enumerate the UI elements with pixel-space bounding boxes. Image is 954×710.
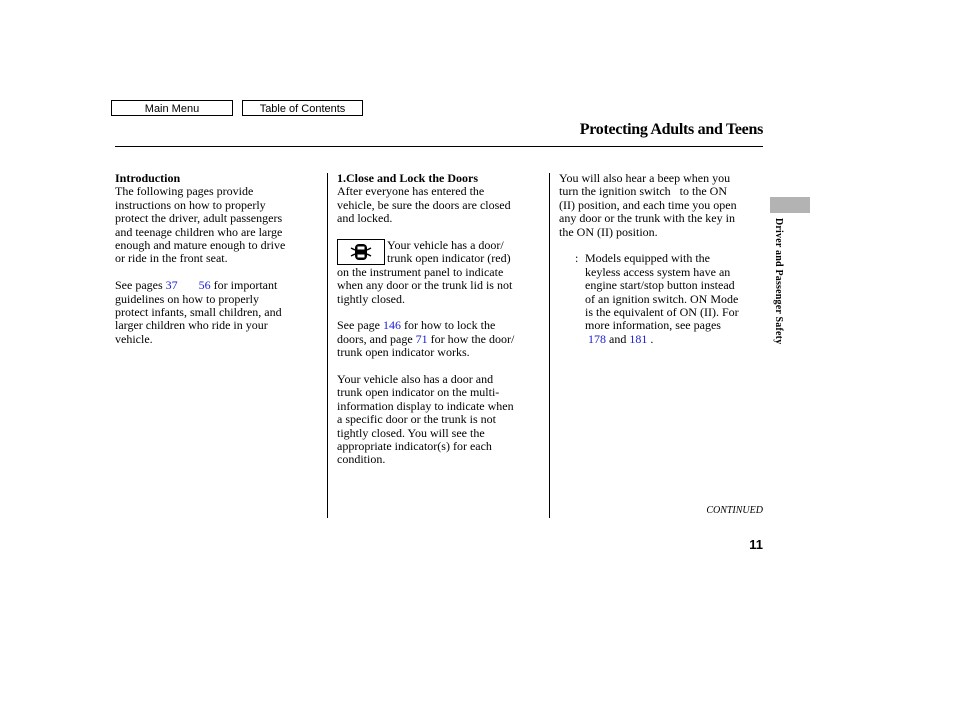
column-close-lock-doors: [337, 172, 544, 467]
text-line: protect the driver, adult passengers: [115, 211, 283, 226]
text-line: on the instrument panel to indicate: [337, 264, 504, 279]
door-open-indicator-icon: [337, 239, 385, 265]
column-divider: [327, 173, 328, 518]
text-fragment: See pages: [115, 278, 163, 293]
page-link-146[interactable]: 146: [382, 318, 401, 333]
text-fragment: for important: [213, 278, 278, 293]
text-line: is the equivalent of ON (II). For: [585, 305, 739, 320]
column-introduction: [115, 172, 320, 346]
text-fragment: and: [609, 331, 627, 346]
text-line: information display to indicate when: [337, 398, 514, 413]
text-fragment: .: [650, 331, 654, 346]
text-fragment: doors, and page: [337, 331, 413, 346]
text-line: The following pages provide: [115, 184, 254, 199]
keyless-note: [559, 252, 765, 346]
page-link-56[interactable]: 56: [198, 278, 211, 293]
text-line: any door or the trunk with the key in: [559, 211, 735, 226]
text-line: Your vehicle also has a door and: [337, 372, 494, 387]
text-line: trunk open indicator on the multi-: [337, 385, 500, 400]
text-line: appropriate indicator(s) for each: [337, 439, 492, 454]
text-line: Your vehicle has a door/: [387, 238, 504, 253]
text-fragment: for how to lock the: [403, 318, 496, 333]
page-link-71[interactable]: 71: [415, 331, 428, 346]
text-line: larger children who ride in your: [115, 318, 268, 333]
page-link-181[interactable]: 181: [629, 331, 648, 346]
text-line: a specific door or the trunk is not: [337, 412, 496, 427]
note-colon: :: [575, 251, 579, 266]
text-line: trunk open indicator works.: [337, 345, 470, 360]
text-line: vehicle.: [115, 331, 153, 346]
text-line: protect infants, small children, and: [115, 305, 282, 320]
page-link-37[interactable]: 37: [165, 278, 178, 293]
section-heading: Introduction: [115, 171, 181, 185]
section-heading: 1.Close and Lock the Doors: [337, 171, 479, 185]
text-line: tightly closed.: [337, 291, 405, 306]
text-line: vehicle, be sure the doors are closed: [337, 197, 511, 212]
text-fragment: for how the door/: [430, 331, 515, 346]
text-line: [115, 279, 320, 292]
text-line: Models equipped with the: [585, 251, 710, 266]
text-line: instructions on how to properly: [115, 197, 266, 212]
page-title: Protecting Adults and Teens: [579, 121, 763, 138]
text-line: and locked.: [337, 211, 393, 226]
text-line: trunk open indicator (red): [387, 251, 511, 266]
text-line: [337, 319, 544, 332]
text-line: [337, 333, 544, 346]
section-tab-marker: [770, 197, 810, 213]
text-line: tightly closed. You will see the: [337, 425, 485, 440]
text-line: You will also hear a beep when you: [559, 171, 731, 185]
text-line: condition.: [337, 452, 386, 467]
table-of-contents-button[interactable]: Table of Contents: [242, 100, 363, 116]
column-beep-info: [559, 172, 765, 346]
text-line: when any door or the trunk lid is not: [337, 278, 513, 293]
text-line: of an ignition switch. ON Mode: [585, 291, 739, 306]
text-line: engine start/stop button instead: [585, 278, 735, 293]
text-line: more information, see pages: [585, 318, 721, 333]
header-rule: [115, 146, 763, 147]
section-side-label: Driver and Passenger Safety: [773, 218, 784, 345]
page-number: 11: [749, 537, 763, 552]
column-divider: [549, 173, 550, 518]
text-line: the ON (II) position.: [559, 224, 658, 239]
text-line: or ride in the front seat.: [115, 251, 228, 266]
text-line: enough and mature enough to drive: [115, 238, 286, 253]
text-line: keyless access system have an: [585, 264, 731, 279]
text-fragment: See page: [337, 318, 380, 333]
page-link-178[interactable]: 178: [588, 331, 606, 346]
continued-label: CONTINUED: [706, 505, 763, 516]
main-menu-button[interactable]: Main Menu: [111, 100, 233, 116]
text-line: and teenage children who are large: [115, 224, 283, 239]
text-line: turn the ignition switch to the ON: [559, 184, 727, 199]
text-line: guidelines on how to properly: [115, 291, 259, 306]
text-line: [585, 333, 765, 346]
text-line: (II) position, and each time you open: [559, 197, 737, 212]
text-line: After everyone has entered the: [337, 184, 485, 199]
